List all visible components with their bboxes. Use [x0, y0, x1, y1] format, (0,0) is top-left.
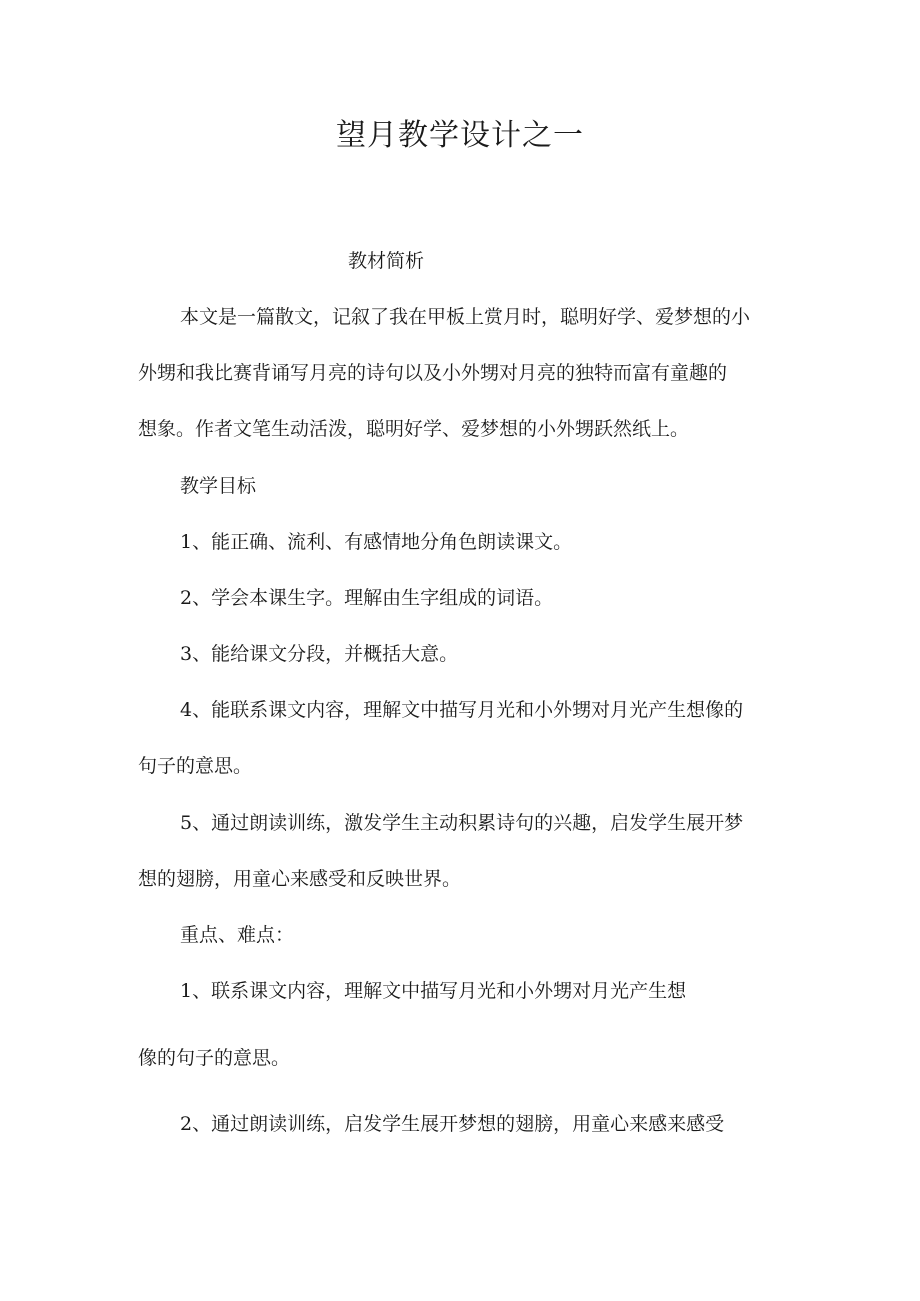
document-title: 望月教学设计之一	[336, 118, 584, 153]
section-heading-analysis: 教材简析	[348, 250, 425, 272]
goal-item: 5、通过朗读训练，激发学生主动积累诗句的兴趣，启发学生展开梦	[180, 812, 744, 834]
goal-item: 4、能联系课文内容，理解文中描写月光和小外甥对月光产生想像的	[180, 699, 744, 721]
goal-item-continuation: 句子的意思。	[138, 755, 253, 777]
section-heading-key-points: 重点、难点：	[180, 924, 295, 946]
goal-item: 1、能正确、流利、有感情地分角色朗读课文。	[180, 531, 573, 553]
key-point-item-continuation: 像的句子的意思。	[138, 1047, 291, 1069]
paragraph-line: 本文是一篇散文，记叙了我在甲板上赏月时，聪明好学、爱梦想的小	[180, 306, 751, 328]
key-point-item: 2、通过朗读训练，启发学生展开梦想的翅膀，用童心来感来感受	[180, 1113, 725, 1135]
paragraph-line: 想象。作者文笔生动活泼，聪明好学、爱梦想的小外甥跃然纸上。	[138, 418, 690, 440]
key-point-item: 1、联系课文内容，理解文中描写月光和小外甥对月光产生想	[180, 980, 687, 1002]
goal-item-continuation: 想的翅膀，用童心来感受和反映世界。	[138, 868, 462, 890]
goal-item: 2、学会本课生字。理解由生字组成的词语。	[180, 587, 554, 609]
goal-item: 3、能给课文分段，并概括大意。	[180, 643, 459, 665]
paragraph-line: 外甥和我比赛背诵写月亮的诗句以及小外甥对月亮的独特而富有童趣的	[138, 362, 728, 384]
section-heading-goals: 教学目标	[180, 475, 257, 497]
